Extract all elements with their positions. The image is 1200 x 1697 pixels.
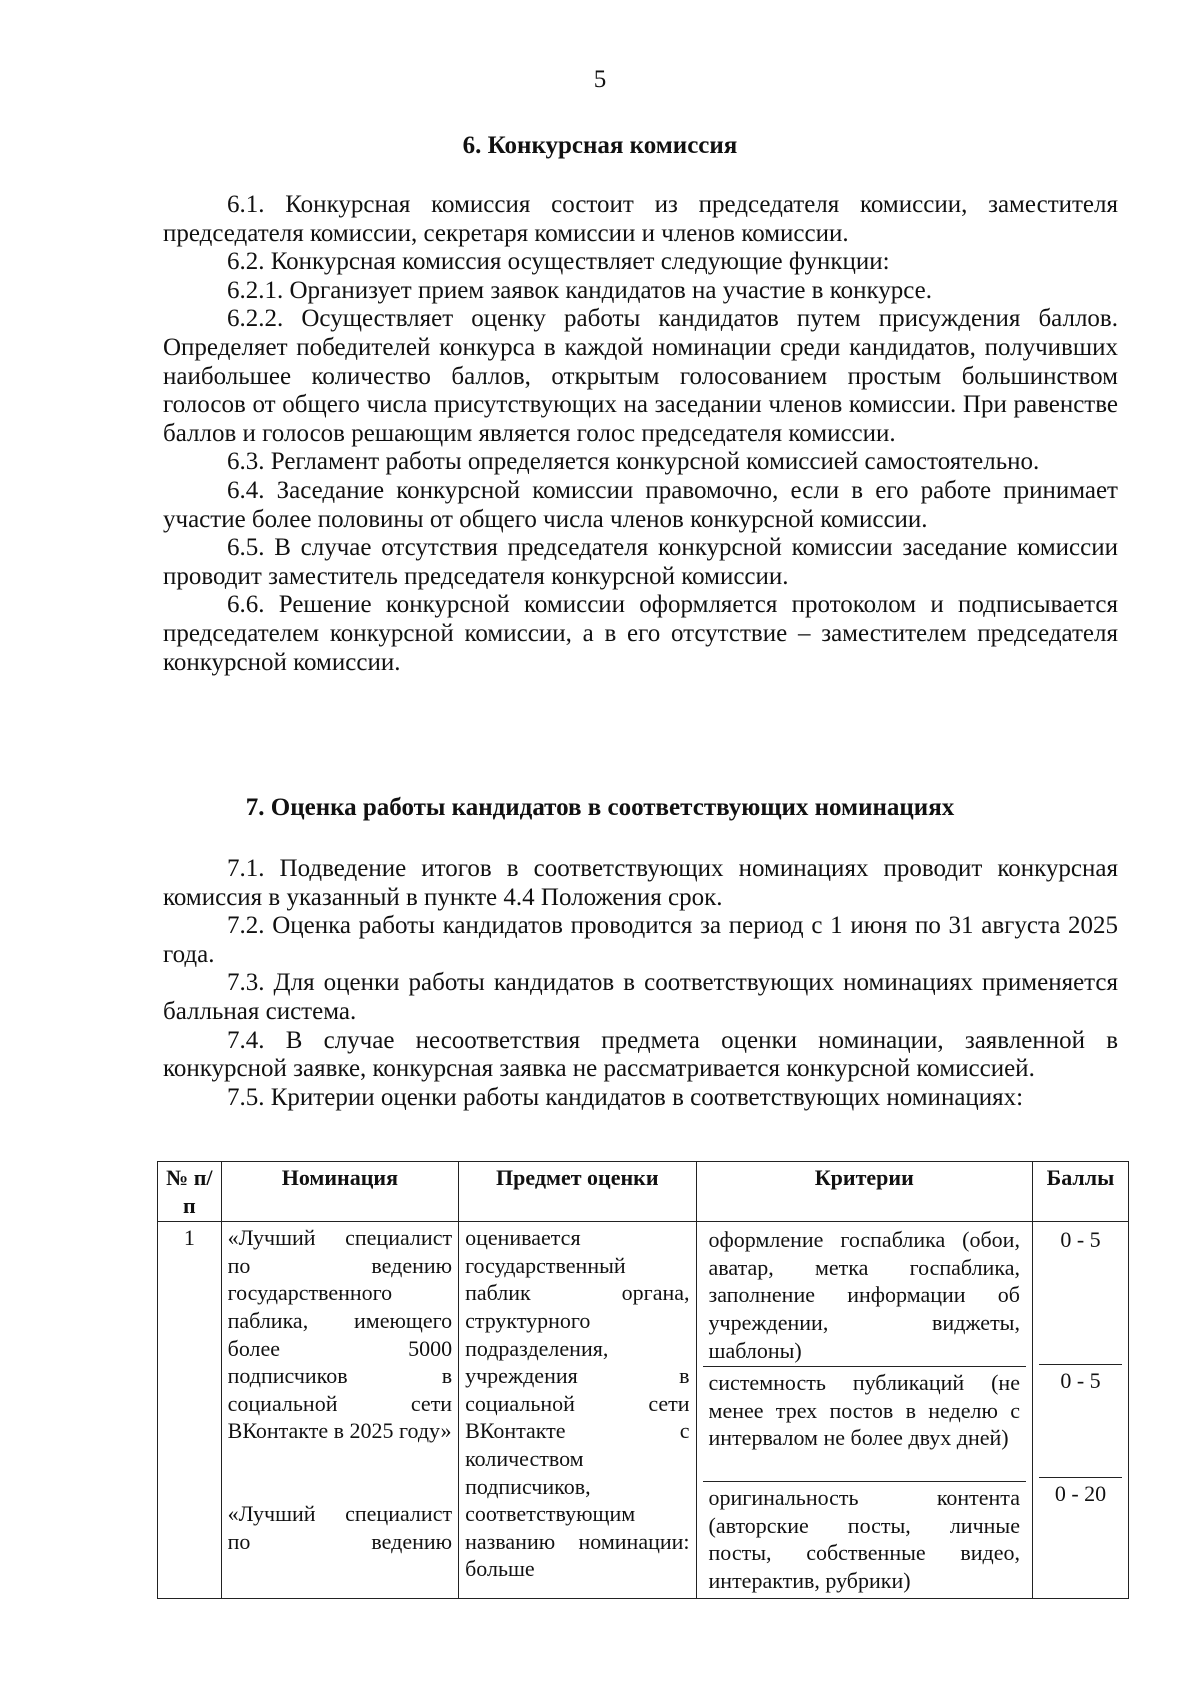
- paragraph-6-4: 6.4. Заседание конкурсной комиссии правомочно, если в его работе принимает участие более половины от общего числа членов конкурсной комиссии.: [163, 476, 1118, 533]
- score-cell: [1032, 1222, 1128, 1599]
- subject-cell: [459, 1222, 696, 1599]
- score-2: 0 - 5: [1039, 1364, 1122, 1477]
- criteria-table: [157, 1161, 1129, 1599]
- paragraph-7-1: 7.1. Подведение итогов в соответствующих номинациях проводит конкурсная комиссия в указанный в пункте 4.4 Положения срок.: [163, 855, 1118, 911]
- paragraph-6-1: 6.1. Конкурсная комиссия состоит из председателя комиссии, заместителя председателя комиссии, секретаря комиссии и членов комиссии.: [163, 191, 1118, 247]
- criterion-3: оригинальность контента (авторские посты, личные посты, собственные видео, интерактив, рубрики): [703, 1481, 1026, 1596]
- paragraph-7-2: 7.2. Оценка работы кандидатов проводится за период с 1 июня по 31 августа 2025 года.: [163, 912, 1118, 968]
- table-row: [158, 1222, 1129, 1599]
- nomination-cell: [221, 1222, 458, 1599]
- table-header-row: [158, 1162, 1129, 1222]
- nomination-text-b: «Лучший специалист по ведению: [227, 1500, 453, 1554]
- paragraph-7-4: 7.4. В случае несоответствия предмета оценки номинации, заявленной в конкурсной заявке, конкурсная заявка не рассматривается конкурсной комиссией.: [163, 1026, 1118, 1083]
- paragraph-6-2-1: 6.2.1. Организует прием заявок кандидатов на участие в конкурсе.: [227, 276, 933, 304]
- paragraph-7-3: 7.3. Для оценки работы кандидатов в соответствующих номинациях применяется балльная система.: [163, 969, 1118, 1025]
- header-criteria: Критерии: [696, 1162, 1032, 1222]
- section-6-title: 6. Конкурсная комиссия: [462, 132, 738, 159]
- header-num: № п/п: [158, 1162, 222, 1222]
- criterion-1: оформление госпаблика (обои, аватар, метка госпаблика, заполнение информации об учреждении, виджеты, шаблоны): [708, 1227, 1020, 1363]
- paragraph-7-5: 7.5. Критерии оценки работы кандидатов в соответствующих номинациях:: [227, 1083, 1024, 1111]
- nomination-text-a: «Лучший специалист по ведению государственного паблика, имеющего более 5000 подписчиков в социальной сети ВКонтакте в 2025 году»: [227, 1225, 453, 1444]
- header-nomination: Номинация: [221, 1162, 458, 1222]
- section-7-title: 7. Оценка работы кандидатов в соответствующих номинациях: [245, 794, 955, 821]
- score-1: 0 - 5: [1060, 1227, 1101, 1253]
- section-7-body: [163, 855, 1118, 1112]
- paragraph-6-3: 6.3. Регламент работы определяется конкурсной комиссией самостоятельно.: [227, 448, 1040, 476]
- header-subject: Предмет оценки: [459, 1162, 696, 1222]
- paragraph-6-2: 6.2. Конкурсная комиссия осуществляет следующие функции:: [227, 248, 890, 276]
- paragraph-6-2-2: 6.2.2. Осуществляет оценку работы кандидатов путем присуждения баллов. Определяет победителей конкурса в каждой номинации среди кандидатов, получивших наибольшее количество баллов, открытым голосованием простым большинством голосов от общего числа присутствующих на заседании членов комиссии. При равенстве баллов и голосов решающим является голос председателя комиссии.: [163, 305, 1118, 447]
- criteria-cell: [696, 1222, 1032, 1599]
- criterion-2: системность публикаций (не менее трех постов в неделю с интервалом не более двух дней): [703, 1366, 1026, 1481]
- header-score: Баллы: [1032, 1162, 1128, 1222]
- row-number: 1: [158, 1222, 222, 1599]
- paragraph-6-5: 6.5. В случае отсутствия председателя конкурсной комиссии заседание комиссии проводит заместитель председателя конкурсной комиссии.: [163, 534, 1118, 590]
- section-6-body: [163, 191, 1118, 677]
- subject-text: оценивается государственный паблик органа, структурного подразделения, учреждения в социальной сети ВКонтакте с количеством подписчиков, соответствующим названию номинации: больше: [465, 1225, 690, 1582]
- page-number: 5: [593, 66, 607, 93]
- score-3: 0 - 20: [1039, 1477, 1122, 1590]
- paragraph-6-6: 6.6. Решение конкурсной комиссии оформляется протоколом и подписывается председателем конкурсной комиссии, а в его отсутствие – заместителем председателя конкурсной комиссии.: [163, 591, 1118, 676]
